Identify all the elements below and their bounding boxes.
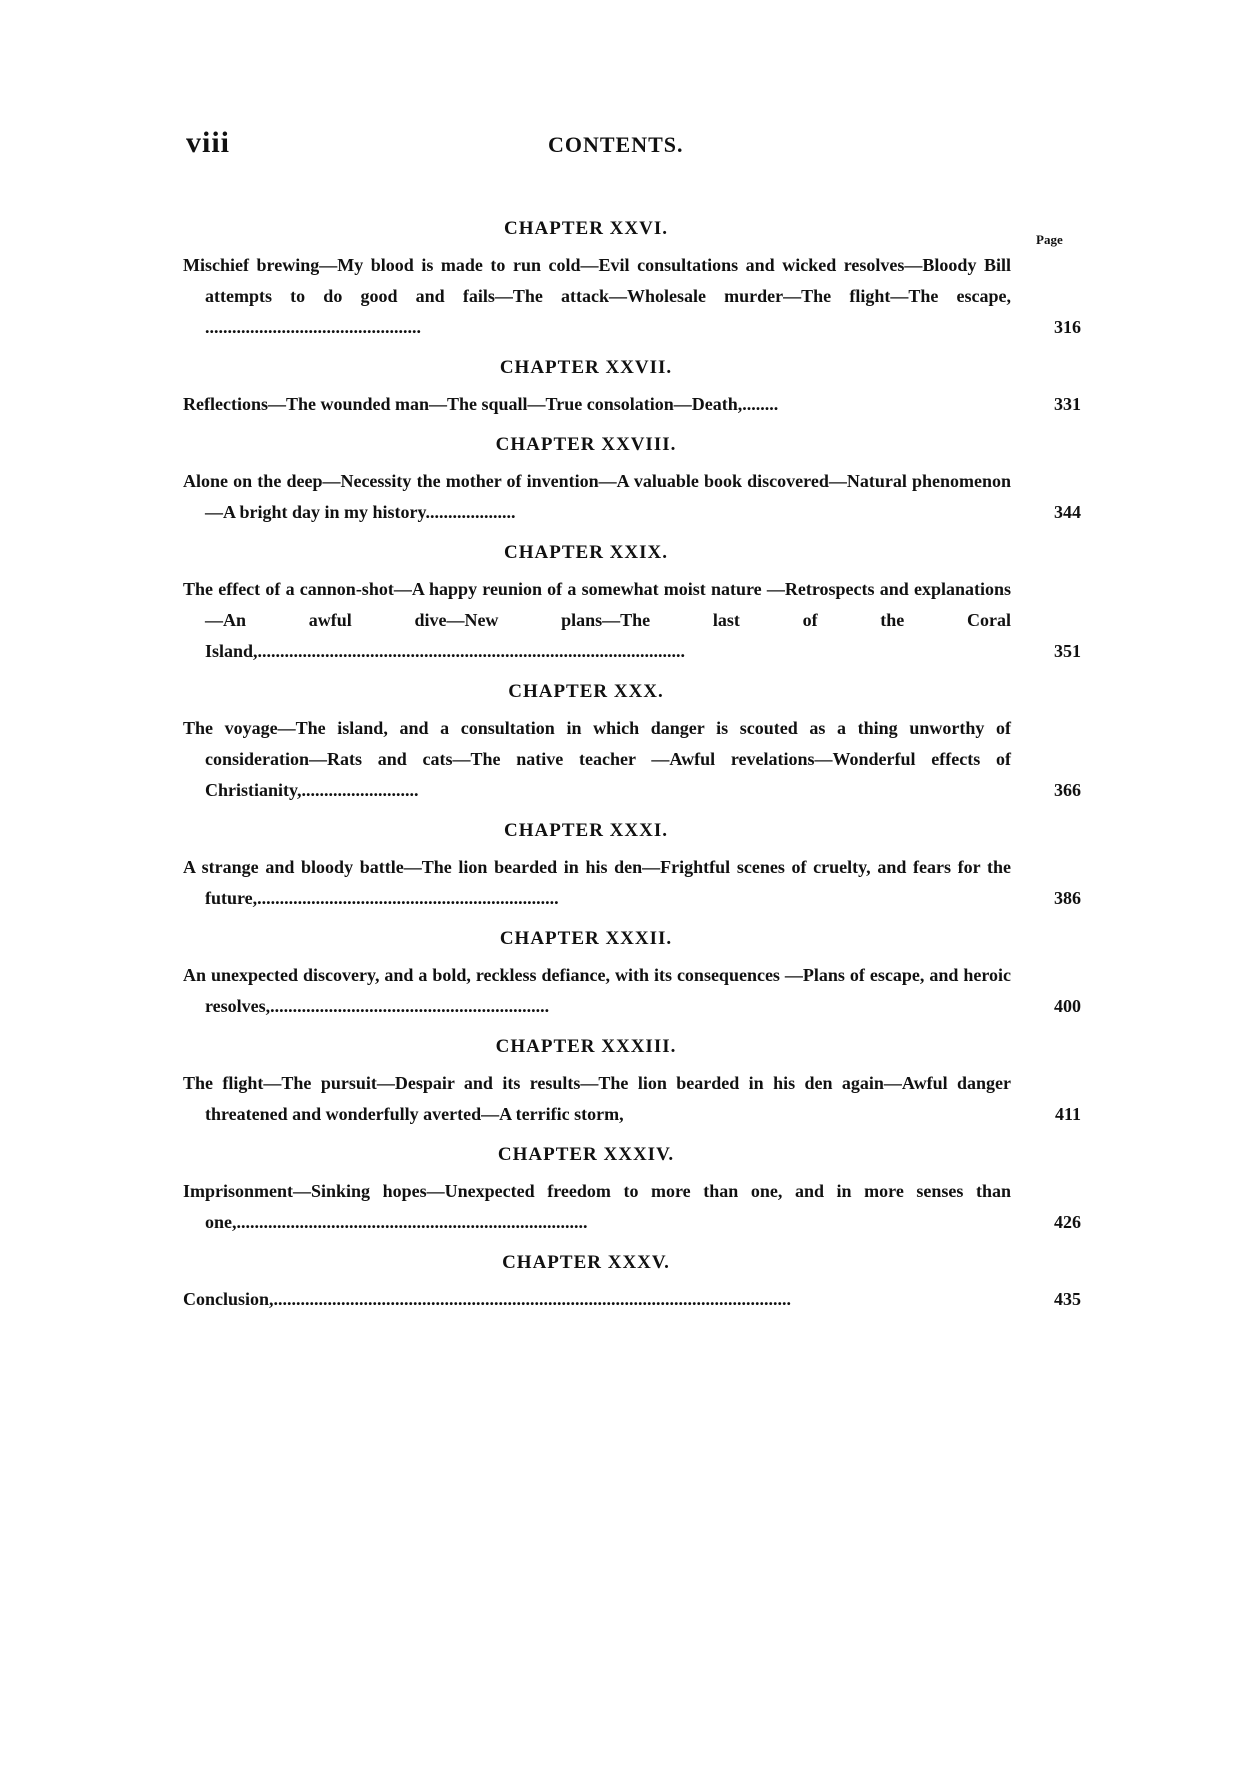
chapter-summary-line [183, 713, 1011, 806]
chapter-summary-block [183, 466, 1081, 528]
chapter-heading: CHAPTER XXXIV. [497, 1144, 675, 1165]
chapter-summary-line [183, 960, 1011, 1022]
chapter-summary: Conclusion, [183, 1289, 274, 1309]
contents-entry [183, 1034, 1081, 1130]
chapter-summary-line [183, 1068, 1011, 1130]
contents-entry [183, 216, 1081, 343]
chapter-summary: Imprisonment—Sinking hopes—Unexpected freedom to more than one, and in more senses than one, [183, 1181, 1011, 1232]
chapter-summary-line [183, 574, 1011, 667]
chapter-summary-block [183, 960, 1081, 1022]
dot-leader: ........ [742, 394, 779, 414]
dot-leader: ................................................................... [257, 888, 559, 908]
chapter-heading: CHAPTER XXIX. [504, 542, 668, 563]
chapter-summary: Mischief brewing—My blood is made to run cold—Evil consultations and wicked resolves—Bloody Bill attempts to do good and fails—The attack—Wholesale murder—The flight—The escape, [183, 255, 1011, 306]
chapter-summary-block [183, 574, 1081, 667]
chapter-summary-line [183, 250, 1011, 343]
contents-entry [183, 432, 1081, 528]
page-column-label: Page [1036, 232, 1063, 247]
chapter-summary: Reflections—The wounded man—The squall—True consolation—Death, [183, 394, 743, 414]
chapter-summary: The flight—The pursuit—Despair and its results—The lion bearded in his den again—Awful danger threatened and wonderfully averted—A terrific storm, [183, 1073, 1011, 1124]
chapter-heading: CHAPTER XXXIII. [495, 1036, 677, 1057]
chapter-summary: The voyage—The island, and a consultation in which danger is scouted as a thing unworthy of consideration—Rats and cats—The native teacher —Awful revelations—Wonderful effects of Christianity, [183, 718, 1011, 800]
contents-entry [183, 926, 1081, 1022]
chapter-page-number: 435 [1054, 1289, 1081, 1309]
chapter-summary-block [183, 1176, 1081, 1238]
chapter-page-number: 426 [1054, 1212, 1081, 1232]
chapter-heading: CHAPTER XXXII. [499, 928, 673, 949]
chapter-heading: CHAPTER XXX. [508, 681, 664, 702]
chapter-summary-block [183, 250, 1081, 343]
running-head: CONTENTS. [548, 132, 684, 157]
chapter-page-number: 400 [1054, 996, 1081, 1016]
page-number: viii [186, 126, 231, 159]
chapter-page-number: 316 [1054, 317, 1081, 337]
chapter-page-number: 351 [1054, 641, 1081, 661]
chapter-page-number: 331 [1054, 394, 1081, 414]
chapter-heading: CHAPTER XXXI. [504, 820, 668, 841]
chapter-heading: CHAPTER XXXV. [502, 1252, 670, 1273]
chapter-summary-block [183, 389, 1081, 420]
chapter-page-number: 366 [1054, 780, 1081, 800]
dot-leader: .............................................................................. [236, 1212, 588, 1232]
chapter-heading: CHAPTER XXVI. [504, 218, 668, 239]
chapter-summary-line [183, 389, 1011, 420]
dot-leader: ............................................................................................... [257, 641, 686, 661]
chapter-summary: A strange and bloody battle—The lion bearded in his den—Frightful scenes of cruelty, and fears for the future, [183, 857, 1011, 908]
chapter-summary-block [183, 1068, 1081, 1130]
chapter-summary-block [183, 1284, 1081, 1315]
chapter-summary: An unexpected discovery, and a bold, reckless defiance, with its consequences —Plans of escape, and heroic resolves, [183, 965, 1011, 1016]
chapter-summary-block [183, 852, 1081, 914]
contents-entry [183, 540, 1081, 667]
chapter-summary: Alone on the deep—Necessity the mother of invention—A valuable book discovered—Natural phenomenon—A bright day in my history [183, 471, 1011, 522]
contents-entry [183, 355, 1081, 420]
chapter-summary-block [183, 713, 1081, 806]
chapter-heading: CHAPTER XXVIII. [495, 434, 677, 455]
dot-leader: .......................... [301, 780, 419, 800]
dot-leader: ................................................ [205, 317, 421, 337]
dot-leader: .................... [425, 502, 516, 522]
chapter-summary: The effect of a cannon-shot—A happy reunion of a somewhat moist nature —Retrospects and explanations—An awful dive—New plans—The last of the Coral Island, [183, 579, 1011, 661]
contents-list [183, 216, 1081, 1327]
contents-entry [183, 818, 1081, 914]
contents-entry [183, 679, 1081, 806]
chapter-page-number: 344 [1054, 502, 1081, 522]
chapter-summary-line [183, 852, 1011, 914]
chapter-page-number: 411 [1054, 1104, 1081, 1124]
contents-entry [183, 1142, 1081, 1238]
dot-leader: .............................................................. [270, 996, 550, 1016]
contents-entry [183, 1250, 1081, 1315]
chapter-page-number: 386 [1054, 888, 1081, 908]
chapter-summary-line [183, 1176, 1011, 1238]
dot-leader: ................................................................................................................... [273, 1289, 792, 1309]
chapter-heading: CHAPTER XXVII. [499, 357, 673, 378]
chapter-summary-line [183, 1284, 1011, 1315]
chapter-summary-line [183, 466, 1011, 528]
